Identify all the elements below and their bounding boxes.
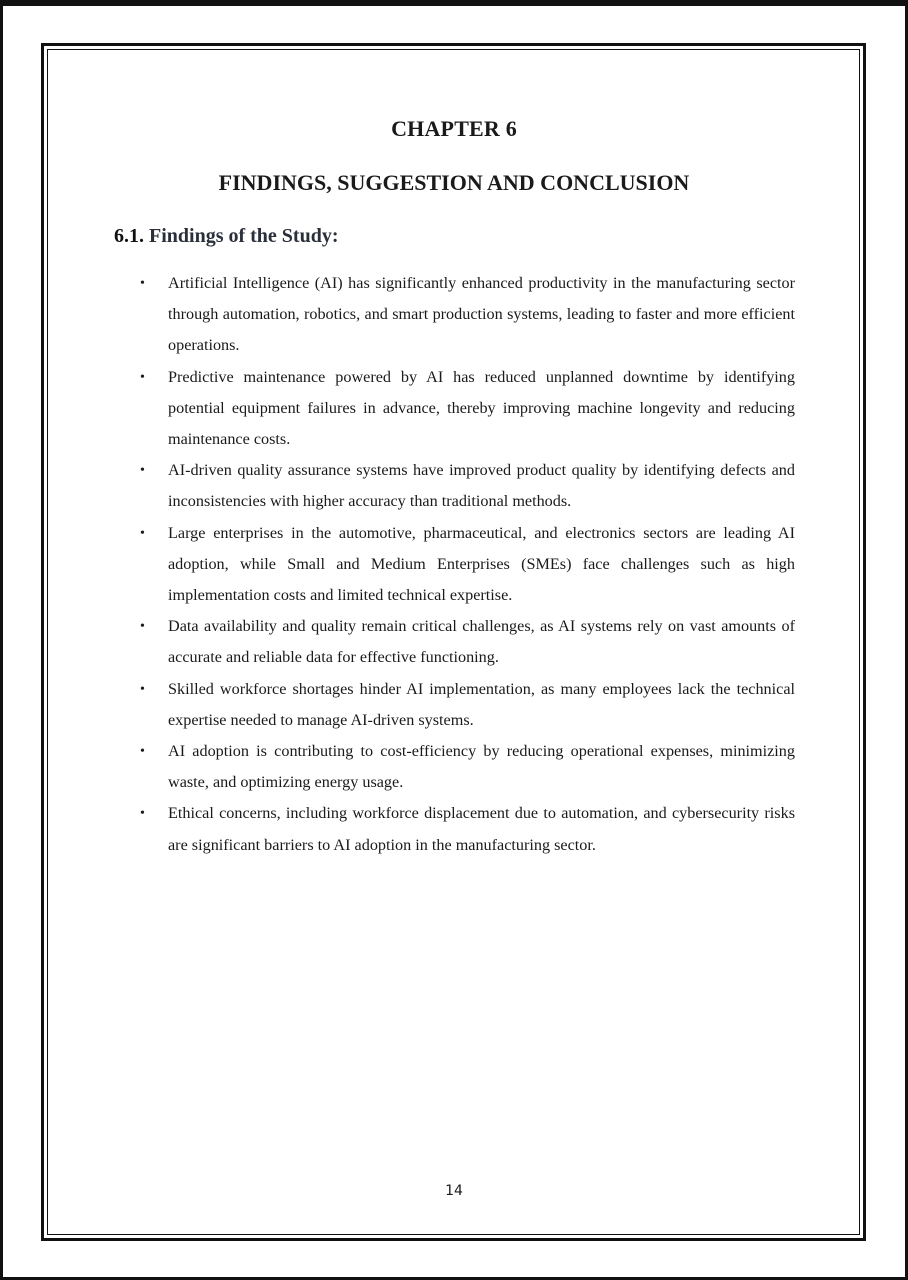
bullet-icon: • (140, 744, 145, 760)
section-title: Findings of the Study: (149, 225, 339, 247)
findings-list (140, 268, 795, 861)
section-heading (114, 225, 339, 248)
bullet-icon: • (140, 525, 145, 541)
finding-item (140, 736, 795, 798)
finding-item (140, 518, 795, 612)
finding-text: Skilled workforce shortages hinder AI implementation, as many employees lack the technical expertise needed to manage AI-driven systems. (168, 679, 795, 729)
finding-item (140, 674, 795, 736)
bullet-icon: • (140, 619, 145, 635)
chapter-title: FINDINGS, SUGGESTION AND CONCLUSION (218, 170, 690, 195)
finding-text: AI adoption is contributing to cost-efficiency by reducing operational expenses, minimizing waste, and optimizing energy usage. (168, 742, 795, 792)
finding-text: Data availability and quality remain critical challenges, as AI systems rely on vast amounts of accurate and reliable data for effective functioning. (168, 617, 795, 667)
finding-item (140, 455, 795, 517)
finding-text: Artificial Intelligence (AI) has significantly enhanced productivity in the manufacturing sector through automation, robotics, and smart production systems, leading to faster and more efficient operations. (168, 274, 795, 355)
bullet-icon: • (140, 463, 145, 479)
bullet-icon: • (140, 806, 145, 822)
bullet-icon: • (140, 276, 145, 291)
finding-item (140, 798, 795, 860)
page-number: 14 (445, 1183, 463, 1199)
finding-text: AI-driven quality assurance systems have improved product quality by identifying defects and inconsistencies with higher accuracy than traditional methods. (168, 461, 795, 511)
finding-item (140, 362, 795, 456)
finding-text: Ethical concerns, including workforce displacement due to automation, and cybersecurity risks are significant barriers to AI adoption in the manufacturing sector. (168, 804, 795, 854)
section-number: 6.1. (114, 225, 144, 247)
finding-item (140, 611, 795, 673)
bullet-icon: • (140, 681, 145, 697)
finding-text: Predictive maintenance powered by AI has reduced unplanned downtime by identifying potential equipment failures in advance, thereby improving machine longevity and reducing maintenance costs. (168, 367, 795, 449)
bullet-icon: • (140, 369, 145, 385)
finding-text: Large enterprises in the automotive, pharmaceutical, and electronics sectors are leading AI adoption, while Small and Medium Enterprises (SMEs) face challenges such as high implementation costs and limited technical expertise. (168, 523, 795, 605)
chapter-number: CHAPTER 6 (391, 116, 517, 141)
finding-item (140, 268, 795, 362)
